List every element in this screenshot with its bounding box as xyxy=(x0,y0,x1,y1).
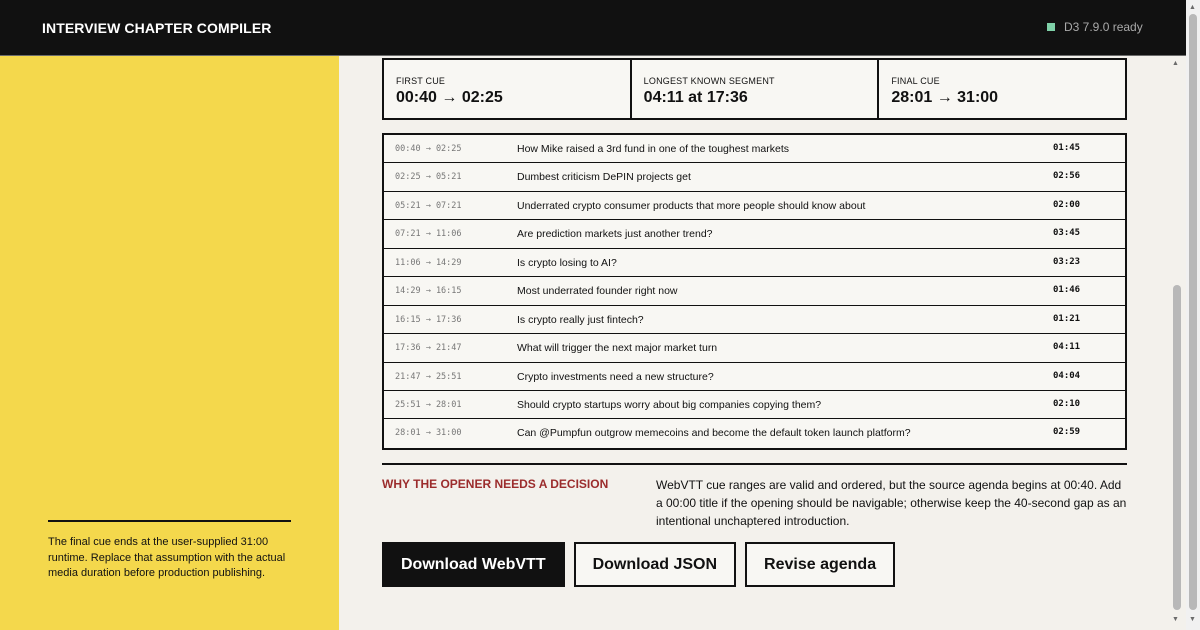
chapter-range: 00:40 → 02:25 xyxy=(395,144,462,154)
scroll-down-icon[interactable]: ▼ xyxy=(1172,616,1179,623)
chapter-row xyxy=(384,306,1125,334)
chapter-range: 11:06 → 14:29 xyxy=(395,257,462,268)
chapter-duration: 04:04 xyxy=(1053,370,1081,381)
chapter-title: Crypto investments need a new structure? xyxy=(517,370,714,383)
chapter-range: 14:29 → 16:15 xyxy=(395,286,462,297)
decision-section xyxy=(382,463,1127,528)
sidebar xyxy=(0,56,339,630)
main-scrollbar[interactable] xyxy=(1170,56,1184,630)
chapter-range: 25:51 → 28:01 xyxy=(395,399,462,410)
top-bar xyxy=(0,0,1186,56)
chapter-row xyxy=(384,419,1125,447)
page-scrollbar-thumb[interactable] xyxy=(1189,14,1197,610)
page-scroll-up-icon[interactable]: ▲ xyxy=(1189,4,1196,11)
stat-value: 28:01 → 31:00 xyxy=(891,89,999,106)
chapter-title: Dumbest criticism DePIN projects get xyxy=(517,171,691,184)
chapter-duration: 04:11 xyxy=(1053,342,1081,353)
chapter-title: How Mike raised a 3rd fund in one of the toughest markets xyxy=(517,143,789,155)
stat-value: 04:11 at 17:36 xyxy=(643,89,748,106)
chapter-duration: 03:23 xyxy=(1053,256,1081,267)
stat-first-cue xyxy=(384,60,632,118)
chapter-row xyxy=(384,391,1125,419)
chapter-range: 21:47 → 25:51 xyxy=(395,371,462,382)
stats-panel xyxy=(382,58,1127,120)
status-indicator xyxy=(1047,20,1143,34)
revise-agenda-button[interactable]: Revise agenda xyxy=(745,542,895,587)
chapter-title: Should crypto startups worry about big companies copying them? xyxy=(517,398,822,411)
main-panel xyxy=(339,56,1170,630)
stat-label: FINAL CUE xyxy=(891,76,940,86)
chapter-duration: 02:56 xyxy=(1053,171,1081,182)
action-bar xyxy=(382,542,904,587)
chapter-row xyxy=(384,192,1125,220)
download-webvtt-button[interactable]: Download WebVTT xyxy=(382,542,565,587)
chapter-range: 16:15 → 17:36 xyxy=(395,314,462,325)
chapter-duration: 02:59 xyxy=(1053,427,1081,438)
chapter-duration: 02:00 xyxy=(1053,199,1081,210)
chapter-range: 28:01 → 31:00 xyxy=(395,428,462,439)
chapter-row xyxy=(384,363,1125,391)
status-text: D3 7.9.0 ready xyxy=(1064,20,1143,34)
stat-label: LONGEST KNOWN SEGMENT xyxy=(643,76,775,86)
chapter-title: Are prediction markets just another trend? xyxy=(517,228,713,241)
chapter-range: 07:21 → 11:06 xyxy=(395,229,462,240)
chapter-title: Can @Pumpfun outgrow memecoins and become the default token launch platform? xyxy=(517,427,911,440)
chapter-title: Is crypto losing to AI? xyxy=(517,256,617,269)
chapter-row xyxy=(384,277,1125,305)
chapter-row xyxy=(384,220,1125,248)
chapter-duration: 01:45 xyxy=(1053,143,1081,153)
stat-label: FIRST CUE xyxy=(396,76,446,86)
chapter-row xyxy=(384,163,1125,191)
page-scroll-down-icon[interactable]: ▼ xyxy=(1189,616,1196,623)
stat-value: 00:40 → 02:25 xyxy=(396,89,503,106)
chapter-duration: 01:21 xyxy=(1053,313,1081,324)
main-scrollbar-thumb[interactable] xyxy=(1173,285,1181,610)
chapter-range: 17:36 → 21:47 xyxy=(395,343,462,354)
chapter-range: 05:21 → 07:21 xyxy=(395,200,462,211)
chapter-duration: 01:46 xyxy=(1053,285,1081,296)
decision-title: WHY THE OPENER NEEDS A DECISION xyxy=(382,477,609,491)
chapter-title: Most underrated founder right now xyxy=(517,285,678,298)
page-scrollbar[interactable] xyxy=(1186,0,1200,630)
stat-longest-segment xyxy=(632,60,880,118)
download-json-button[interactable]: Download JSON xyxy=(574,542,736,587)
sidebar-note: The final cue ends at the user-supplied 31:00 runtime. Replace that assumption with the actual media duration before production publishing. xyxy=(48,536,286,579)
sidebar-divider xyxy=(48,520,291,522)
chapter-title: Is crypto really just fintech? xyxy=(517,313,644,326)
stat-final-cue xyxy=(879,60,1125,118)
chapter-table xyxy=(382,133,1127,450)
decision-text: WebVTT cue ranges are valid and ordered, but the source agenda begins at 00:40. Add a 00:00 title if the opening should be navigable; otherwise keep the 40-second gap as an intentional unchaptered introduction. xyxy=(656,478,1127,528)
chapter-row xyxy=(384,135,1125,163)
chapter-title: Underrated crypto consumer products that more people should know about xyxy=(517,199,866,212)
status-dot-icon xyxy=(1047,23,1055,31)
chapter-range: 02:25 → 05:21 xyxy=(395,172,462,183)
chapter-title: What will trigger the next major market turn xyxy=(517,342,718,355)
chapter-duration: 02:10 xyxy=(1053,398,1081,409)
chapter-row xyxy=(384,249,1125,277)
app-title: INTERVIEW CHAPTER COMPILER xyxy=(42,20,272,36)
chapter-duration: 03:45 xyxy=(1053,228,1081,239)
scroll-up-icon[interactable]: ▲ xyxy=(1172,60,1179,67)
chapter-row xyxy=(384,334,1125,362)
